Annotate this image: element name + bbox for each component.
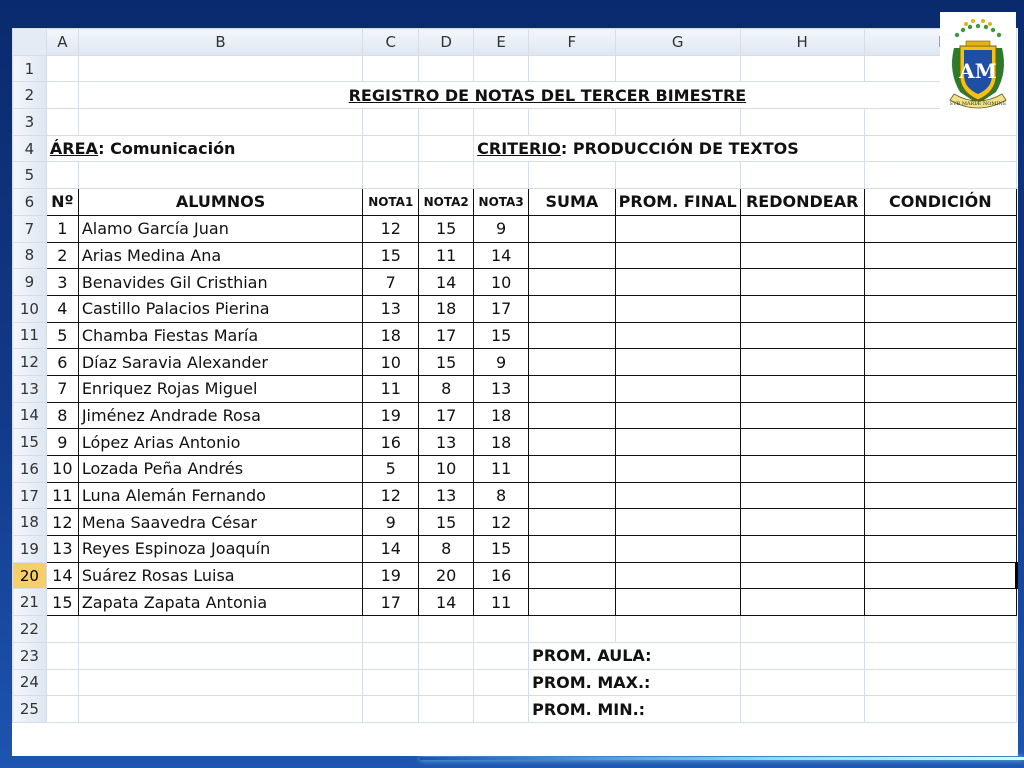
redondear-cell[interactable] (740, 242, 864, 269)
redondear-cell[interactable] (740, 562, 864, 589)
student-number[interactable]: 3 (46, 269, 78, 296)
cell[interactable] (615, 162, 740, 189)
criterio-label: CRITERIO (477, 139, 561, 159)
row-header-4[interactable]: 4 (13, 135, 47, 162)
cell[interactable] (419, 616, 474, 643)
student-name[interactable]: Jiménez Andrade Rosa (78, 402, 362, 429)
table-row (13, 295, 1017, 322)
summary-prom-max-value[interactable] (740, 669, 864, 696)
nota2-value[interactable]: 11 (419, 242, 474, 269)
redondear-cell[interactable] (740, 456, 864, 483)
sheet-title[interactable]: REGISTRO DE NOTAS DEL TERCER BIMESTRE (78, 82, 1016, 109)
cell[interactable] (78, 669, 362, 696)
table-row (13, 536, 1017, 563)
row-header-12[interactable]: 12 (13, 349, 47, 376)
condicion-cell[interactable] (864, 456, 1016, 483)
student-name[interactable]: Suárez Rosas Luisa (78, 562, 362, 589)
suma-cell[interactable] (529, 322, 616, 349)
prom-final-cell[interactable] (615, 215, 740, 242)
nota2-value[interactable]: 13 (419, 482, 474, 509)
row-header-9[interactable]: 9 (13, 269, 47, 296)
cell[interactable] (740, 162, 864, 189)
suma-cell[interactable] (529, 269, 616, 296)
prom-final-cell[interactable] (615, 322, 740, 349)
row-header-18[interactable]: 18 (13, 509, 47, 536)
nota3-value[interactable]: 14 (474, 242, 529, 269)
cell[interactable] (363, 616, 419, 643)
nota3-value[interactable]: 8 (474, 482, 529, 509)
student-name[interactable]: Reyes Espinoza Joaquín (78, 536, 362, 563)
redondear-cell[interactable] (740, 349, 864, 376)
condicion-cell[interactable] (864, 589, 1016, 616)
nota2-value[interactable]: 18 (419, 295, 474, 322)
student-number[interactable]: 5 (46, 322, 78, 349)
area-label: ÁREA (49, 139, 99, 159)
suma-cell[interactable] (529, 295, 616, 322)
redondear-cell[interactable] (740, 536, 864, 563)
condicion-cell[interactable] (864, 509, 1016, 536)
header-alumnos[interactable]: ALUMNOS (78, 189, 362, 216)
suma-cell[interactable] (529, 562, 616, 589)
table-row (13, 589, 1017, 616)
row-header-16[interactable]: 16 (13, 456, 47, 483)
area-value: : Comunicación (98, 139, 236, 159)
suma-cell[interactable] (529, 375, 616, 402)
nota3-value[interactable]: 12 (474, 509, 529, 536)
student-name[interactable]: Benavides Gil Cristhian (78, 269, 362, 296)
nota1-value[interactable]: 12 (363, 482, 419, 509)
student-number[interactable]: 13 (46, 536, 78, 563)
column-header-f[interactable]: F (529, 29, 616, 56)
nota3-value[interactable]: 18 (474, 429, 529, 456)
cell[interactable] (419, 642, 474, 669)
nota2-value[interactable]: 8 (419, 536, 474, 563)
condicion-cell[interactable] (864, 536, 1016, 563)
summary-prom-min-label[interactable]: PROM. MIN.: (529, 696, 741, 723)
cell[interactable] (46, 642, 78, 669)
column-header-a[interactable]: A (46, 29, 78, 56)
nota1-value[interactable]: 7 (363, 269, 419, 296)
cell[interactable] (78, 642, 362, 669)
cell[interactable] (474, 669, 529, 696)
prom-final-cell[interactable] (615, 562, 740, 589)
cell[interactable] (419, 669, 474, 696)
spreadsheet-grid (12, 28, 1018, 723)
student-number[interactable]: 11 (46, 482, 78, 509)
sheet-row-3 (13, 109, 1017, 136)
student-name[interactable]: Zapata Zapata Antonia (78, 589, 362, 616)
cell[interactable] (78, 696, 362, 723)
cell[interactable] (474, 696, 529, 723)
cell[interactable] (46, 162, 78, 189)
cell[interactable] (363, 55, 419, 82)
redondear-cell[interactable] (740, 509, 864, 536)
student-name[interactable]: Castillo Palacios Pierina (78, 295, 362, 322)
row-header-25[interactable]: 25 (13, 696, 47, 723)
cell[interactable] (615, 55, 740, 82)
nota2-value[interactable]: 10 (419, 456, 474, 483)
suma-cell[interactable] (529, 509, 616, 536)
nota1-value[interactable]: 18 (363, 322, 419, 349)
cell[interactable] (46, 109, 78, 136)
cell[interactable] (419, 696, 474, 723)
prom-final-cell[interactable] (615, 295, 740, 322)
prom-final-cell[interactable] (615, 349, 740, 376)
school-logo (940, 12, 1016, 120)
suma-cell[interactable] (529, 349, 616, 376)
student-number[interactable]: 4 (46, 295, 78, 322)
nota1-value[interactable]: 14 (363, 536, 419, 563)
redondear-cell[interactable] (740, 375, 864, 402)
summary-prom-aula-value[interactable] (740, 642, 864, 669)
table-row (13, 402, 1017, 429)
decorative-glow-line (420, 757, 1024, 760)
condicion-cell[interactable] (864, 349, 1016, 376)
cell[interactable] (740, 55, 864, 82)
nota1-value[interactable]: 19 (363, 402, 419, 429)
cell[interactable] (46, 669, 78, 696)
area-cell[interactable] (46, 135, 362, 162)
cell[interactable] (46, 616, 78, 643)
cell[interactable] (78, 109, 362, 136)
student-name[interactable]: Díaz Saravia Alexander (78, 349, 362, 376)
student-number[interactable]: 12 (46, 509, 78, 536)
nota1-value[interactable]: 5 (363, 456, 419, 483)
nota2-value[interactable]: 8 (419, 375, 474, 402)
condicion-cell[interactable] (864, 562, 1016, 589)
row-header-15[interactable]: 15 (13, 429, 47, 456)
student-name[interactable]: Lozada Peña Andrés (78, 456, 362, 483)
table-row (13, 242, 1017, 269)
table-row (13, 562, 1017, 589)
condicion-cell[interactable] (864, 295, 1016, 322)
condicion-cell[interactable] (864, 375, 1016, 402)
cell[interactable] (474, 55, 529, 82)
cell[interactable] (864, 669, 1016, 696)
nota3-value[interactable]: 11 (474, 456, 529, 483)
nota3-value[interactable]: 9 (474, 215, 529, 242)
student-name[interactable]: Chamba Fiestas María (78, 322, 362, 349)
cell[interactable] (363, 109, 419, 136)
nota1-value[interactable]: 9 (363, 509, 419, 536)
condicion-cell[interactable] (864, 269, 1016, 296)
header-condicion[interactable]: CONDICIÓN (864, 189, 1016, 216)
nota2-value[interactable]: 15 (419, 215, 474, 242)
table-row (13, 429, 1017, 456)
condicion-cell[interactable] (864, 429, 1016, 456)
suma-cell[interactable] (529, 242, 616, 269)
cell[interactable] (740, 616, 864, 643)
prom-final-cell[interactable] (615, 375, 740, 402)
cell[interactable] (419, 162, 474, 189)
row-header-3[interactable]: 3 (13, 109, 47, 136)
cell[interactable] (864, 642, 1016, 669)
header-num[interactable]: Nº (46, 189, 78, 216)
cell[interactable] (363, 162, 419, 189)
student-number[interactable]: 6 (46, 349, 78, 376)
suma-cell[interactable] (529, 215, 616, 242)
cell[interactable] (419, 109, 474, 136)
cell[interactable] (363, 696, 419, 723)
redondear-cell[interactable] (740, 269, 864, 296)
cell[interactable] (46, 82, 78, 109)
criterio-value: : PRODUCCIÓN DE TEXTOS (560, 139, 799, 159)
sheet-row-5 (13, 162, 1017, 189)
cell[interactable] (78, 55, 362, 82)
nota3-value[interactable]: 17 (474, 295, 529, 322)
suma-cell[interactable] (529, 482, 616, 509)
header-nota3[interactable]: NOTA3 (474, 189, 529, 216)
prom-final-cell[interactable] (615, 242, 740, 269)
redondear-cell[interactable] (740, 322, 864, 349)
row-header-22[interactable]: 22 (13, 616, 47, 643)
student-name[interactable]: Mena Saavedra César (78, 509, 362, 536)
cell[interactable] (419, 55, 474, 82)
table-row (13, 509, 1017, 536)
cell[interactable] (529, 616, 616, 643)
nota2-value[interactable]: 14 (419, 269, 474, 296)
row-header-6[interactable]: 6 (13, 189, 47, 216)
row-header-5[interactable]: 5 (13, 162, 47, 189)
student-name[interactable]: Luna Alemán Fernando (78, 482, 362, 509)
row-header-23[interactable]: 23 (13, 642, 47, 669)
cell[interactable] (363, 642, 419, 669)
header-suma[interactable]: SUMA (529, 189, 616, 216)
column-header-h[interactable]: H (740, 29, 864, 56)
sheet-row-1 (13, 55, 1017, 82)
stars-icon (955, 19, 1001, 37)
condicion-cell[interactable] (864, 242, 1016, 269)
table-row (13, 375, 1017, 402)
row-header-7[interactable]: 7 (13, 215, 47, 242)
criterio-cell[interactable] (474, 135, 864, 162)
row-header-13[interactable]: 13 (13, 375, 47, 402)
cell[interactable] (529, 162, 616, 189)
header-nota2[interactable]: NOTA2 (419, 189, 474, 216)
nota2-value[interactable]: 15 (419, 349, 474, 376)
student-number[interactable]: 14 (46, 562, 78, 589)
cell[interactable] (474, 109, 529, 136)
cell[interactable] (615, 616, 740, 643)
student-number[interactable]: 15 (46, 589, 78, 616)
nota1-value[interactable]: 15 (363, 242, 419, 269)
svg-text:AM: AM (959, 59, 997, 83)
suma-cell[interactable] (529, 456, 616, 483)
table-row (13, 456, 1017, 483)
prom-final-cell[interactable] (615, 482, 740, 509)
column-header-b[interactable]: B (78, 29, 362, 56)
summary-prom-min-value[interactable] (740, 696, 864, 723)
nota3-value[interactable]: 18 (474, 402, 529, 429)
nota3-value[interactable]: 15 (474, 536, 529, 563)
suma-cell[interactable] (529, 536, 616, 563)
cell[interactable] (46, 55, 78, 82)
cell[interactable] (474, 162, 529, 189)
sheet-row-22 (13, 616, 1017, 643)
row-header-14[interactable]: 14 (13, 402, 47, 429)
nota2-value[interactable]: 14 (419, 589, 474, 616)
cell[interactable] (864, 162, 1016, 189)
student-name[interactable]: Arias Medina Ana (78, 242, 362, 269)
cell[interactable] (419, 135, 474, 162)
summary-prom-max-label[interactable]: PROM. MAX.: (529, 669, 741, 696)
nota3-value[interactable]: 13 (474, 375, 529, 402)
cell[interactable] (474, 642, 529, 669)
redondear-cell[interactable] (740, 215, 864, 242)
nota1-value[interactable]: 10 (363, 349, 419, 376)
condicion-cell[interactable] (864, 215, 1016, 242)
spreadsheet-window (12, 28, 1018, 756)
suma-cell[interactable] (529, 402, 616, 429)
row-header-10[interactable]: 10 (13, 295, 47, 322)
row-header-24[interactable]: 24 (13, 669, 47, 696)
column-header-g[interactable]: G (615, 29, 740, 56)
cell[interactable] (78, 616, 362, 643)
suma-cell[interactable] (529, 589, 616, 616)
nota3-value[interactable]: 10 (474, 269, 529, 296)
header-redondear[interactable]: REDONDEAR (740, 189, 864, 216)
row-header-2[interactable]: 2 (13, 82, 47, 109)
student-number[interactable]: 10 (46, 456, 78, 483)
student-number[interactable]: 9 (46, 429, 78, 456)
prom-final-cell[interactable] (615, 509, 740, 536)
prom-final-cell[interactable] (615, 429, 740, 456)
student-number[interactable]: 7 (46, 375, 78, 402)
nota1-value[interactable]: 11 (363, 375, 419, 402)
nota3-value[interactable]: 16 (474, 562, 529, 589)
cell[interactable] (615, 109, 740, 136)
header-prom-final[interactable]: PROM. FINAL (615, 189, 740, 216)
table-row (13, 215, 1017, 242)
cell[interactable] (740, 109, 864, 136)
row-header-11[interactable]: 11 (13, 322, 47, 349)
cell[interactable] (78, 162, 362, 189)
nota2-value[interactable]: 20 (419, 562, 474, 589)
redondear-cell[interactable] (740, 482, 864, 509)
nota3-value[interactable]: 9 (474, 349, 529, 376)
suma-cell[interactable] (529, 429, 616, 456)
prom-final-cell[interactable] (615, 536, 740, 563)
row-header-8[interactable]: 8 (13, 242, 47, 269)
redondear-cell[interactable] (740, 589, 864, 616)
row-header-17[interactable]: 17 (13, 482, 47, 509)
nota3-value[interactable]: 15 (474, 322, 529, 349)
cell[interactable] (864, 696, 1016, 723)
condicion-cell[interactable] (864, 482, 1016, 509)
svg-text:SVB MARIÆ NOMINE: SVB MARIÆ NOMINE (949, 101, 1007, 107)
nota2-value[interactable]: 17 (419, 402, 474, 429)
cell[interactable] (46, 696, 78, 723)
cell[interactable] (864, 616, 1016, 643)
select-all-corner[interactable] (13, 29, 47, 56)
student-number[interactable]: 2 (46, 242, 78, 269)
prom-final-cell[interactable] (615, 269, 740, 296)
nota1-value[interactable]: 12 (363, 215, 419, 242)
prom-final-cell[interactable] (615, 589, 740, 616)
redondear-cell[interactable] (740, 402, 864, 429)
row-header-20[interactable]: 20 (13, 562, 47, 589)
redondear-cell[interactable] (740, 295, 864, 322)
nota3-value[interactable]: 11 (474, 589, 529, 616)
column-header-c[interactable]: C (363, 29, 419, 56)
table-row (13, 349, 1017, 376)
student-name[interactable]: Alamo García Juan (78, 215, 362, 242)
nota1-value[interactable]: 17 (363, 589, 419, 616)
prom-final-cell[interactable] (615, 402, 740, 429)
condicion-cell[interactable] (864, 322, 1016, 349)
cell[interactable] (529, 55, 616, 82)
nota2-value[interactable]: 15 (419, 509, 474, 536)
table-row (13, 269, 1017, 296)
prom-final-cell[interactable] (615, 456, 740, 483)
student-number[interactable]: 1 (46, 215, 78, 242)
nota2-value[interactable]: 13 (419, 429, 474, 456)
redondear-cell[interactable] (740, 429, 864, 456)
cell[interactable] (474, 616, 529, 643)
cell[interactable] (363, 135, 419, 162)
row-header-21[interactable]: 21 (13, 589, 47, 616)
cell[interactable] (864, 135, 1016, 162)
table-row (13, 482, 1017, 509)
summary-prom-aula-label[interactable]: PROM. AULA: (529, 642, 741, 669)
condicion-cell[interactable] (864, 402, 1016, 429)
student-number[interactable]: 8 (46, 402, 78, 429)
row-header-19[interactable]: 19 (13, 536, 47, 563)
nota1-value[interactable]: 13 (363, 295, 419, 322)
column-header-d[interactable]: D (419, 29, 474, 56)
student-name[interactable]: López Arias Antonio (78, 429, 362, 456)
column-header-e[interactable]: E (474, 29, 529, 56)
table-row (13, 322, 1017, 349)
cell[interactable] (529, 109, 616, 136)
student-name[interactable]: Enriquez Rojas Miguel (78, 375, 362, 402)
nota1-value[interactable]: 16 (363, 429, 419, 456)
nota1-value[interactable]: 19 (363, 562, 419, 589)
nota2-value[interactable]: 17 (419, 322, 474, 349)
header-nota1[interactable]: NOTA1 (363, 189, 419, 216)
cell[interactable] (363, 669, 419, 696)
row-header-1[interactable]: 1 (13, 55, 47, 82)
